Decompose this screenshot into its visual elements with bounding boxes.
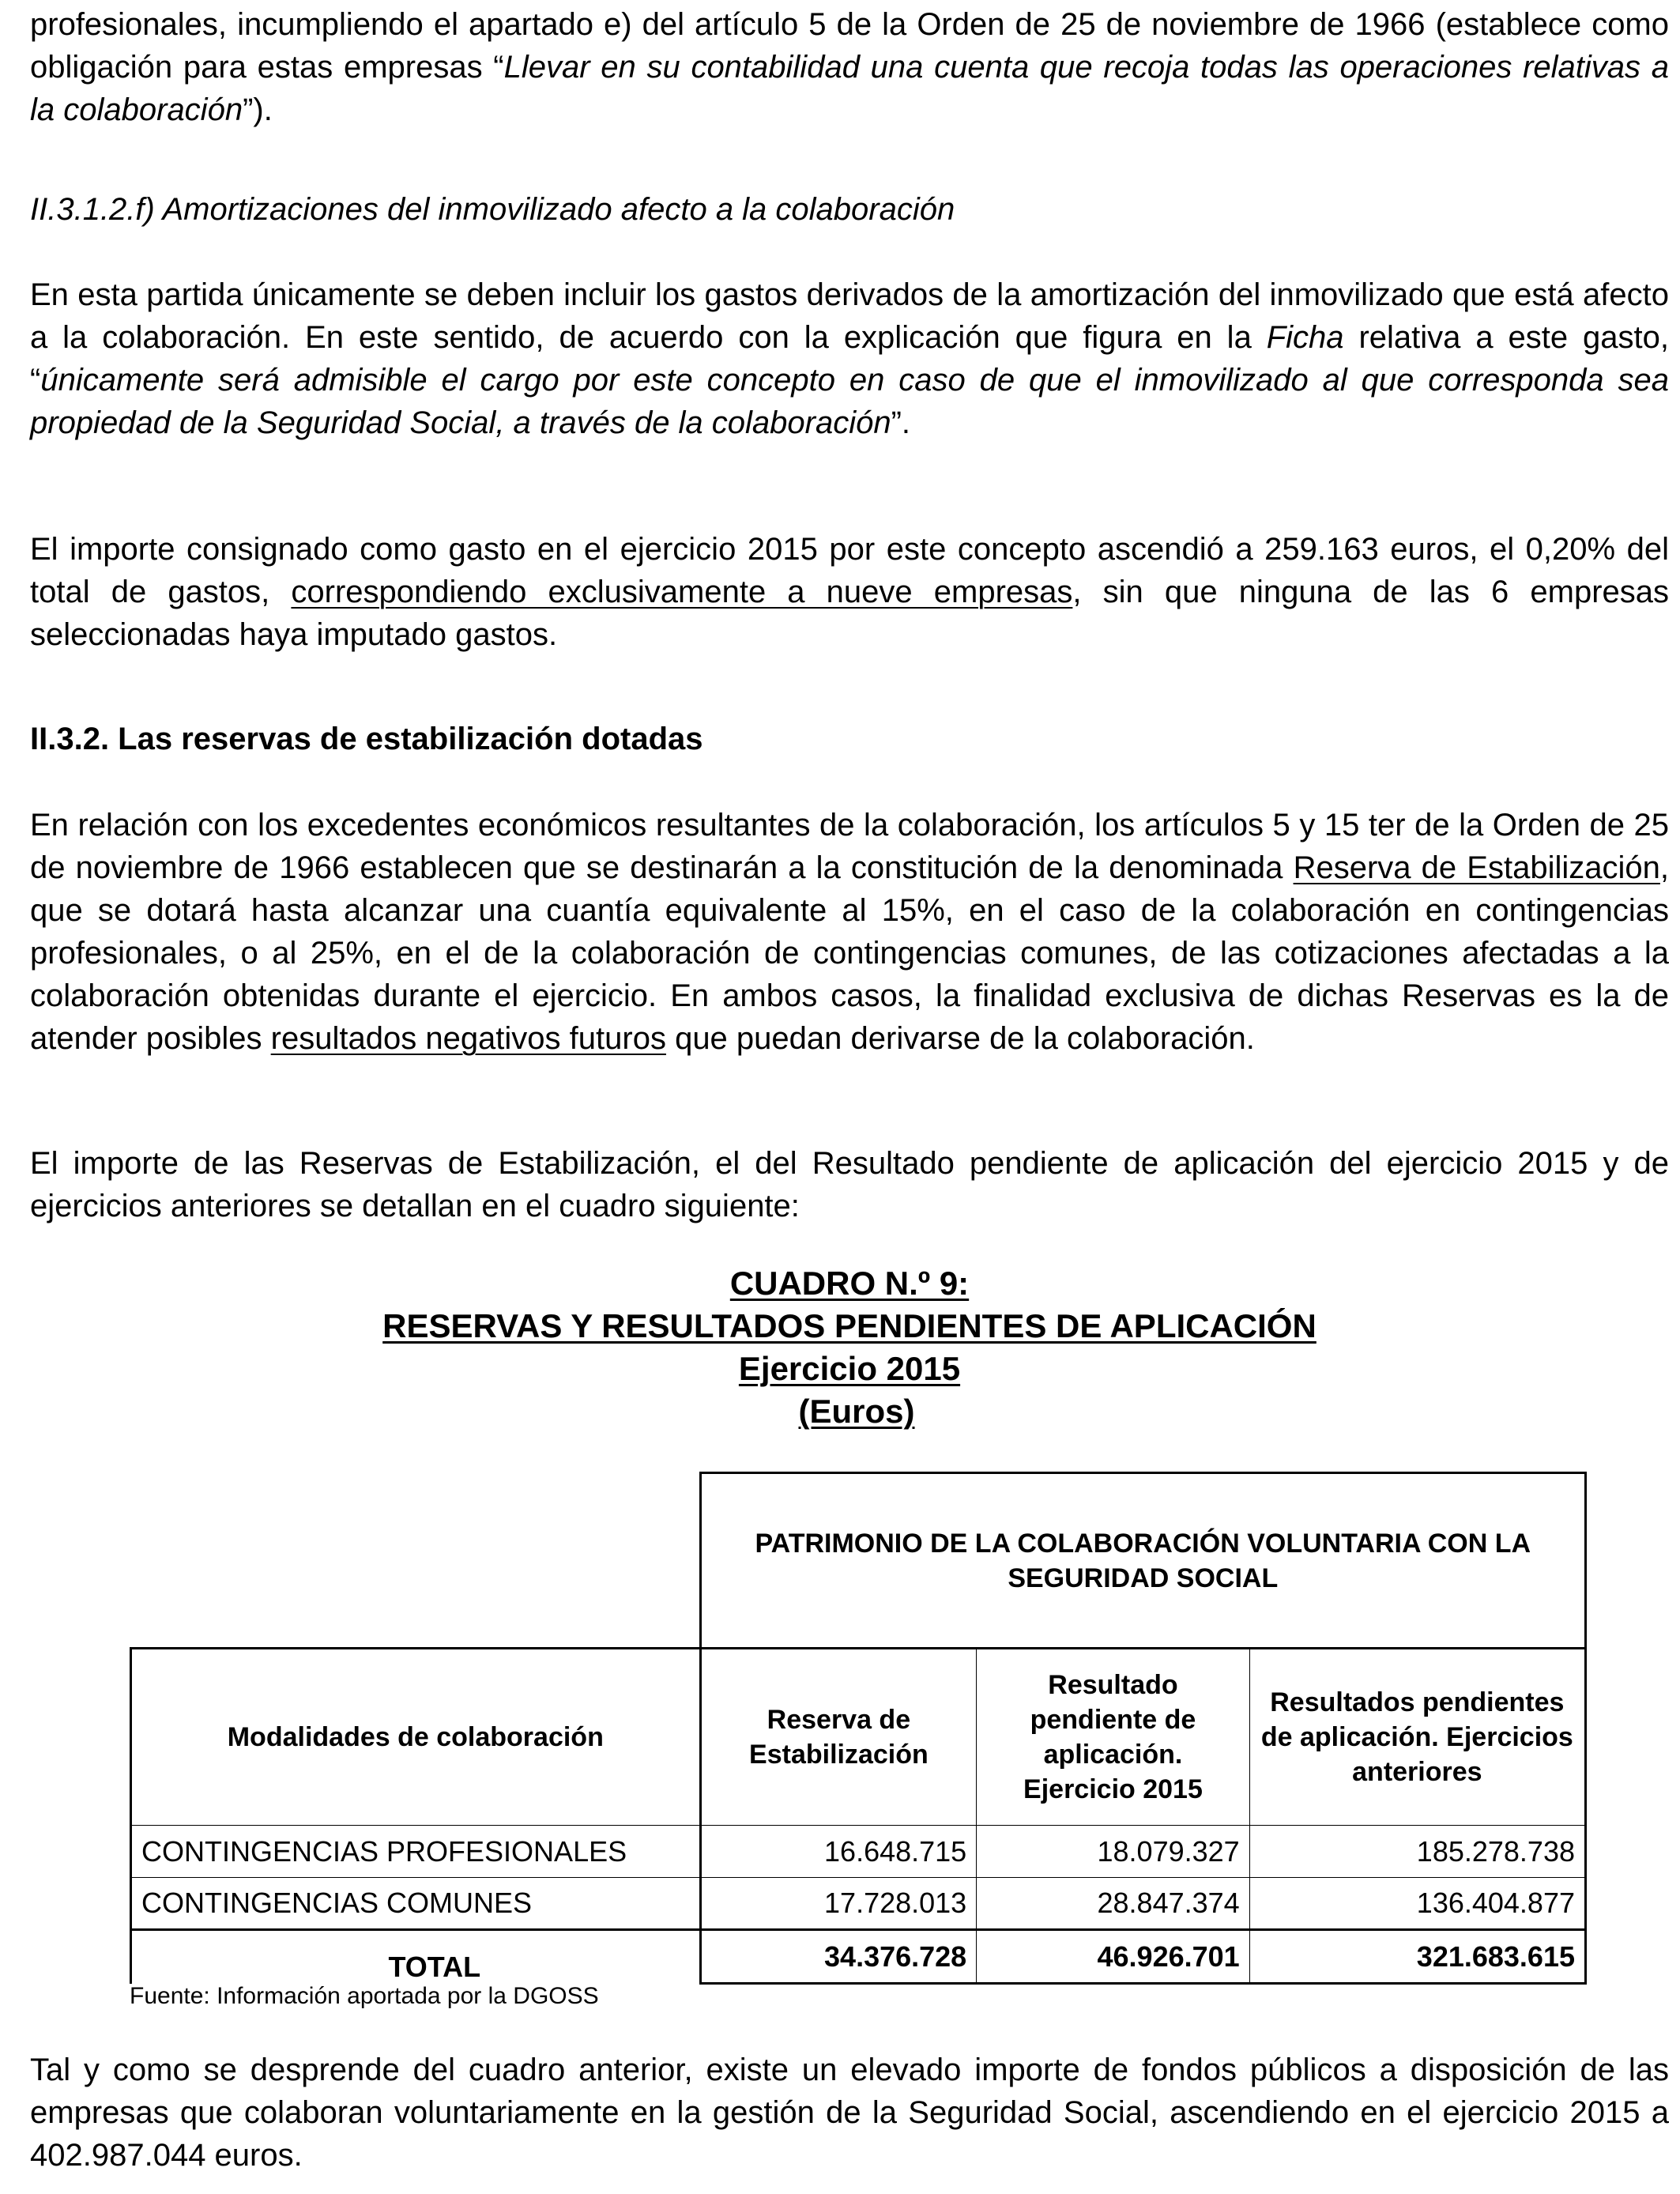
paragraph-importe-reservas: El importe de las Reservas de Estabilización, el del Resultado pendiente de aplicación del ejercicio 2015 y de ejercicios anteriores se detallan en el cuadro siguiente: xyxy=(30,1146,1669,1223)
data-table xyxy=(130,1472,1587,1985)
underlined-text: correspondiendo exclusivamente a nueve empresas xyxy=(291,575,1073,609)
table-caption xyxy=(30,1262,1669,1433)
cell-anteriores: 136.404.877 xyxy=(1249,1878,1585,1930)
table-row xyxy=(131,1826,1586,1878)
caption-line xyxy=(30,1305,1669,1348)
text-run: En relación con los excedentes económicos resultantes de la colaboración, los artículos 5 y 15 ter de la Orden de 25 de noviembre de 1966 establecen que se destinarán a la constitución de la denominada xyxy=(30,808,1669,885)
empty-cell xyxy=(131,1473,701,1649)
text-run: ”. xyxy=(891,405,911,440)
row-label: CONTINGENCIAS PROFESIONALES xyxy=(131,1826,701,1878)
text-run: relativa a este gasto, “ xyxy=(30,320,1669,398)
section-heading-reservas: II.3.2. Las reservas de estabilización dotadas xyxy=(30,722,703,756)
table-header-row xyxy=(131,1649,1586,1826)
header-reserva: Reserva de Estabilización xyxy=(700,1649,977,1826)
text-run: profesionales, incumpliendo el apartado e) del artículo 5 de la Orden de 25 de noviembre de 1966 (establece como obligación para estas empresas “ xyxy=(30,7,1669,85)
caption-year: Ejercicio 2015 xyxy=(738,1350,961,1387)
caption-line xyxy=(30,1262,1669,1305)
total-reserva: 34.376.728 xyxy=(700,1930,977,1984)
text-run: ”). xyxy=(243,92,273,127)
underlined-text: Reserva de Estabilización xyxy=(1293,850,1660,885)
underlined-text: resultados negativos futuros xyxy=(270,1021,666,1056)
italic-term: Ficha xyxy=(1266,320,1344,355)
text-run: En esta partida únicamente se deben incluir los gastos derivados de la amortización del inmovilizado que está afecto a la colaboración. En este sentido, de acuerdo con la explicación que figura en la xyxy=(30,277,1669,355)
paragraph-intro xyxy=(30,3,1669,131)
total-label: TOTAL xyxy=(131,1930,701,1984)
text-run: que puedan derivarse de la colaboración. xyxy=(665,1021,1255,1056)
caption-title: RESERVAS Y RESULTADOS PENDIENTES DE APLICACIÓN xyxy=(382,1307,1317,1344)
cell-resultado: 18.079.327 xyxy=(977,1826,1249,1878)
table-total-row xyxy=(131,1930,1586,1984)
caption-units: (Euros) xyxy=(798,1393,915,1430)
cell-anteriores: 185.278.738 xyxy=(1249,1826,1585,1878)
header-modalidades: Modalidades de colaboración xyxy=(131,1649,701,1826)
cell-reserva: 16.648.715 xyxy=(700,1826,977,1878)
italic-quote: Llevar en su contabilidad una cuenta que recoja todas las operaciones relativas a la colaboración xyxy=(30,50,1669,127)
paragraph-importe-amortizacion xyxy=(30,528,1669,656)
header-resultado: Resultado pendiente de aplicación. Ejercicio 2015 xyxy=(977,1649,1249,1826)
caption-number: CUADRO N.º 9: xyxy=(729,1265,970,1302)
header-anteriores: Resultados pendientes de aplicación. Ejercicios anteriores xyxy=(1249,1649,1585,1826)
cell-resultado: 28.847.374 xyxy=(977,1878,1249,1930)
table-row xyxy=(131,1878,1586,1930)
text-run: , que se dotará hasta alcanzar una cuantía equivalente al 15%, en el caso de la colaboración en contingencias profesionales, o al 25%, en el de la colaboración de contingencias comunes, de las cotizaciones afectadas a la colaboración obtenidas durante el ejercicio. En ambos casos, la finalidad exclusiva de dichas Reservas es la de atender posibles xyxy=(30,850,1670,1056)
table-group-header-row xyxy=(131,1473,1586,1649)
caption-line xyxy=(30,1348,1669,1390)
cell-reserva: 17.728.013 xyxy=(700,1878,977,1930)
section-heading-amortizaciones: II.3.1.2.f) Amortizaciones del inmovilizado afecto a la colaboración xyxy=(30,192,955,227)
paragraph-amortizaciones xyxy=(30,273,1669,444)
caption-line xyxy=(30,1390,1669,1433)
row-label: CONTINGENCIAS COMUNES xyxy=(131,1878,701,1930)
total-anteriores: 321.683.615 xyxy=(1249,1930,1585,1984)
group-header: PATRIMONIO DE LA COLABORACIÓN VOLUNTARIA CON LA SEGURIDAD SOCIAL xyxy=(700,1473,1585,1649)
table-source-note: Fuente: Información aportada por la DGOSS xyxy=(130,1983,599,2009)
paragraph-reservas xyxy=(30,804,1669,1060)
text-run: El importe consignado como gasto en el ejercicio 2015 por este concepto ascendió a 259.163 euros, el 0,20% del total de gastos, xyxy=(30,532,1669,609)
text-run: , sin que ninguna de las 6 empresas seleccionadas haya imputado gastos. xyxy=(30,575,1670,652)
total-resultado: 46.926.701 xyxy=(977,1930,1249,1984)
italic-quote: únicamente será admisible el cargo por este concepto en caso de que el inmovilizado al que corresponda sea propiedad de la Seguridad Social, a través de la colaboración xyxy=(30,363,1669,440)
paragraph-conclusion: Tal y como se desprende del cuadro anterior, existe un elevado importe de fondos públicos a disposición de las empresas que colaboran voluntariamente en la gestión de la Seguridad Social, ascendiendo en el ejercicio 2015 a 402.987.044 euros. xyxy=(30,2053,1669,2173)
